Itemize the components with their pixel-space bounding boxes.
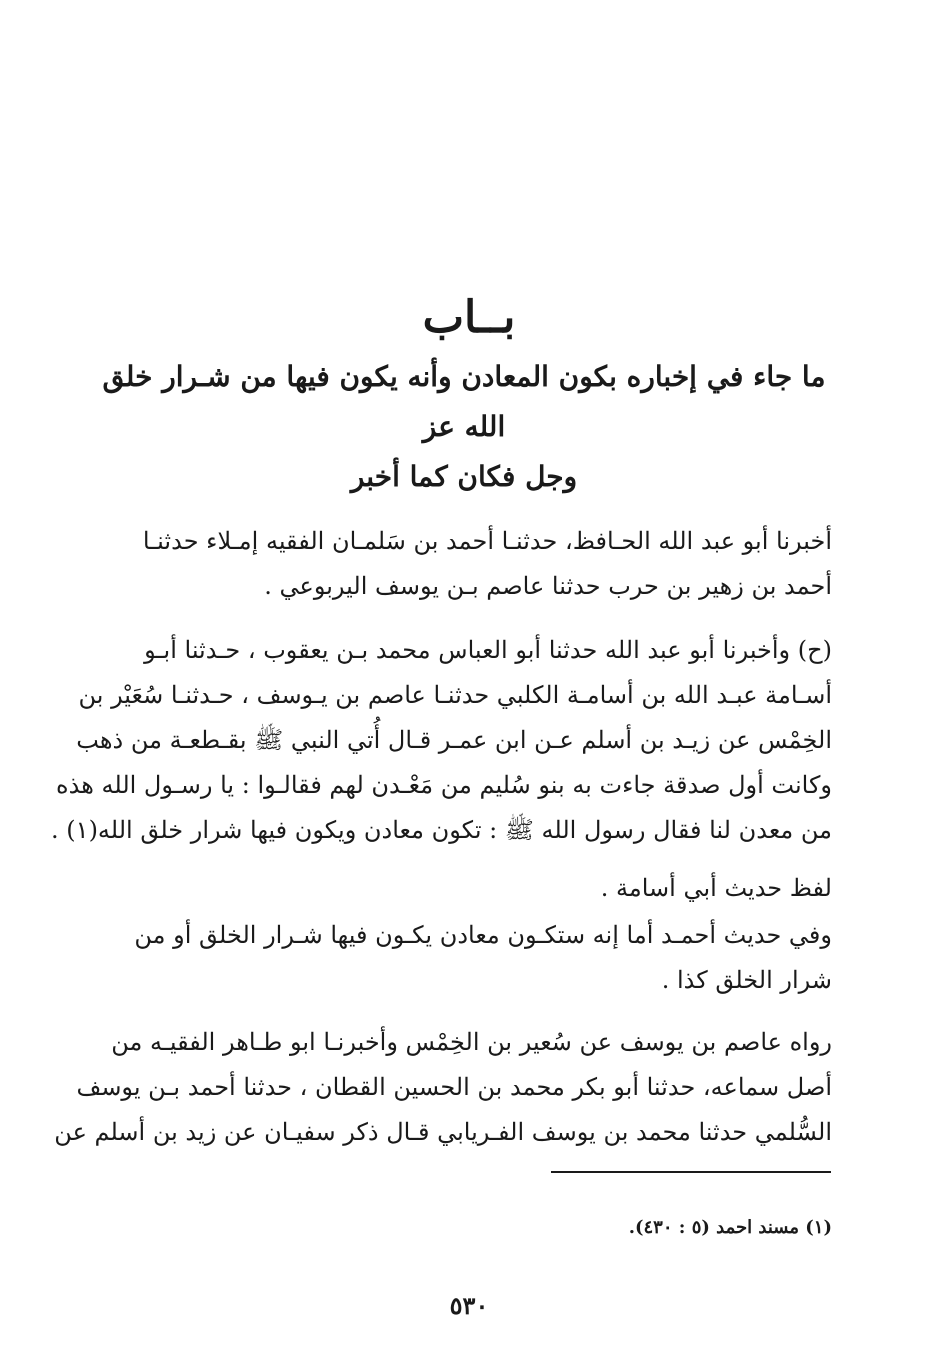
text-line: أصل سماعه، حدثنا أبو بكر محمد بن الحسين القطان ، حدثنا أحمد بـن يوسف — [76, 1073, 832, 1101]
paragraph-isnad-2 — [54, 1020, 832, 1155]
footnote-separator — [551, 1171, 831, 1173]
paragraph-hadith — [51, 628, 832, 853]
text-line: السُّلمي حدثنا محمد بن يوسف الفـريابي قـال ذكر سفيـان عن زيد بن أسلم عن — [54, 1118, 832, 1146]
paragraph-note — [104, 866, 832, 911]
text-line: من معدن لنا فقال رسول الله ﷺ : تكون معادن ويكون فيها شرار خلق الله(١) . — [51, 816, 832, 844]
text-line: (ح) وأخبرنا أبو عبد الله حدثنا أبو العباس محمد بـن يعقوب ، حـدثنا أبـو — [144, 636, 832, 664]
text-line: رواه عاصم بن يوسف عن سُعير بن الخِمْس وأخبرنـا ابو طـاهر الفقيـه من — [111, 1028, 832, 1056]
text-line: وفي حديث أحمـد أما إنه ستكـون معادن يكـون فيها شـرار الخلق أو من — [134, 921, 832, 949]
text-line: لفظ حديث أبي أسامة . — [600, 874, 832, 902]
chapter-title-line: ما جاء في إخباره بكون المعادن وأنه يكون فيها من شـرار خلق الله عز — [102, 360, 826, 443]
text-line: أحمد بن زهير بن حرب حدثنا عاصم بـن يوسف اليربوعي . — [264, 572, 832, 600]
paragraph-variant — [104, 913, 832, 1003]
text-line: أسـامة عبـد الله بن أسامـة الكلبي حدثنـا عاصم بن يـوسف ، حـدثنـا سُعَيْر بن — [78, 681, 832, 709]
chapter-heading: بــاب — [422, 292, 516, 343]
text-line: شرار الخلق كذا . — [661, 966, 832, 994]
text-line: وكانت أول صدقة جاءت به بنو سُليم من مَعْـدن لهم فقالـوا : يا رسـول الله هذه — [56, 771, 832, 799]
text-line: الخِمْس عن زيـد بن أسلم عـن ابن عمـر قـال أُتي النبي ﷺ بقـطعـة من ذهب — [76, 726, 832, 754]
page-number: ٥٣٠ — [449, 1291, 489, 1320]
footnote: (١) مسند احمد (٥ : ٤٣٠). — [628, 1217, 832, 1238]
text-line: أخبرنا أبو عبد الله الحـافظ، حدثنـا أحمد بن سَلمـان الفقيه إمـلاء حدثنـا — [142, 527, 832, 555]
paragraph-isnad-1 — [104, 519, 832, 609]
chapter-title-line: وجل فكان كما أخبر — [350, 460, 578, 493]
chapter-title — [90, 352, 838, 502]
